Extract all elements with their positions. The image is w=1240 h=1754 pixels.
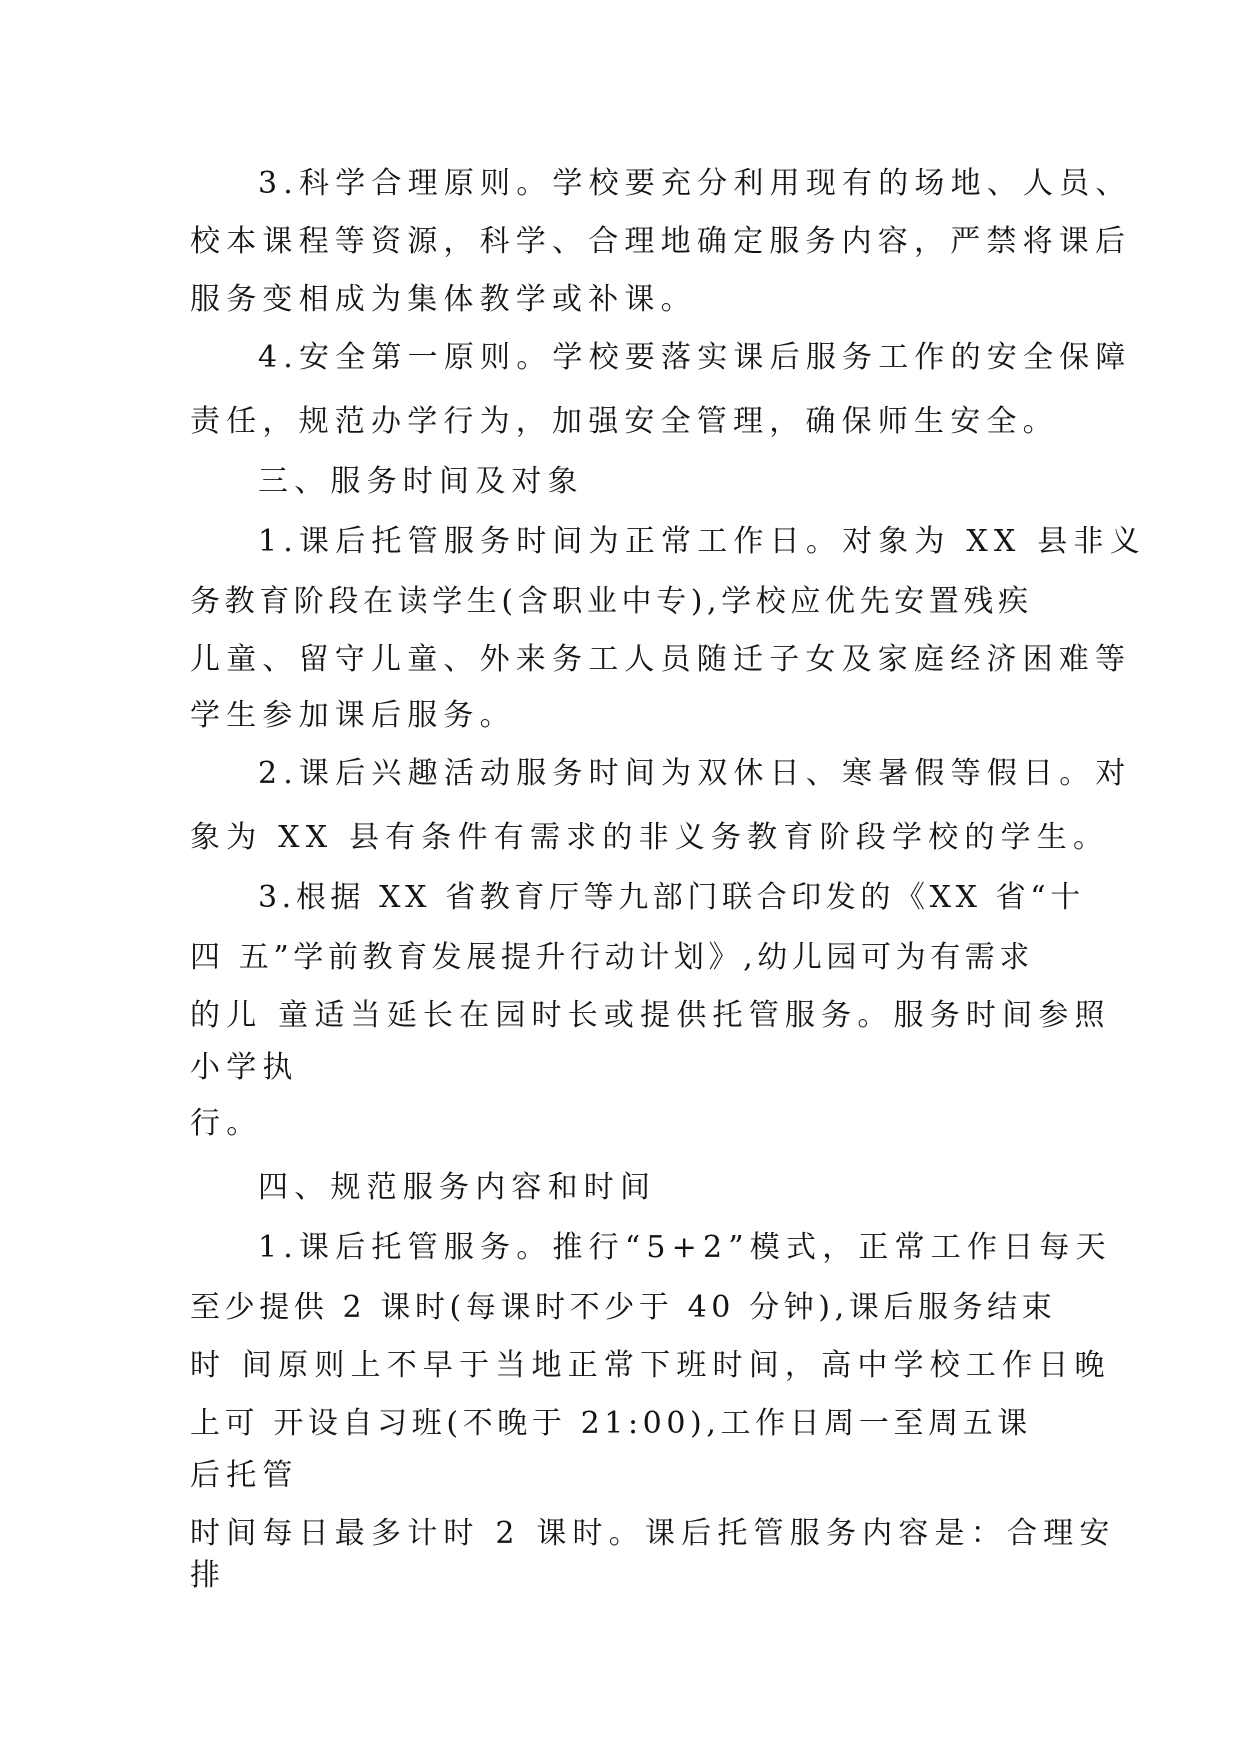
text-line: 象为 XX 县有条件有需求的非义务教育阶段学校的学生。 [190,820,1110,855]
text-line: 至少提供 2 课时(每课时不少于 40 分钟),课后服务结束 [190,1290,1057,1325]
text-line: 4.安全第一原则。学校要落实课后服务工作的安全保障 [258,340,1132,375]
text-line: 服务变相成为集体教学或补课。 [190,282,697,317]
text-line: 的儿 童适当延长在园时长或提供托管服务。服务时间参照 [190,998,1111,1033]
text-line: 1.课后托管服务时间为正常工作日。对象为 XX 县非义 [258,524,1146,559]
text-line: 学生参加课后服务。 [190,698,516,733]
text-line: 3.科学合理原则。学校要充分利用现有的场地、人员、 [258,166,1132,201]
section-heading: 三、服务时间及对象 [258,464,584,499]
text-line: 1.课后托管服务。推行“5+2”模式，正常工作日每天 [258,1230,1112,1265]
text-line: 上可 开设自习班(不晚于 21:00),工作日周一至周五课 [190,1406,1032,1441]
text-line: 后托管 [190,1458,299,1493]
text-line: 务教育阶段在读学生(含职业中专),学校应优先安置残疾 [190,584,1033,619]
text-line: 儿童、留守儿童、外来务工人员随迁子女及家庭经济困难等 [190,642,1132,677]
text-line: 责任，规范办学行为，加强安全管理，确保师生安全。 [190,404,1059,439]
text-line: 时 间原则上不早于当地正常下班时间，高中学校工作日晚 [190,1348,1111,1383]
text-line: 小学执 [190,1050,299,1085]
text-line: 行。 [190,1106,263,1141]
text-line: 校本课程等资源，科学、合理地确定服务内容，严禁将课后 [190,224,1132,259]
section-heading: 四、规范服务内容和时间 [258,1170,657,1205]
text-line: 2.课后兴趣活动服务时间为双休日、寒暑假等假日。对 [258,756,1132,791]
text-line: 四 五”学前教育发展提升行动计划》,幼儿园可为有需求 [190,940,1035,975]
text-line: 3.根据 XX 省教育厅等九部门联合印发的《XX 省“十 [258,880,1085,915]
text-line: 排 [190,1558,227,1593]
text-line: 时间每日最多计时 2 课时。课后托管服务内容是：合理安 [190,1516,1116,1551]
